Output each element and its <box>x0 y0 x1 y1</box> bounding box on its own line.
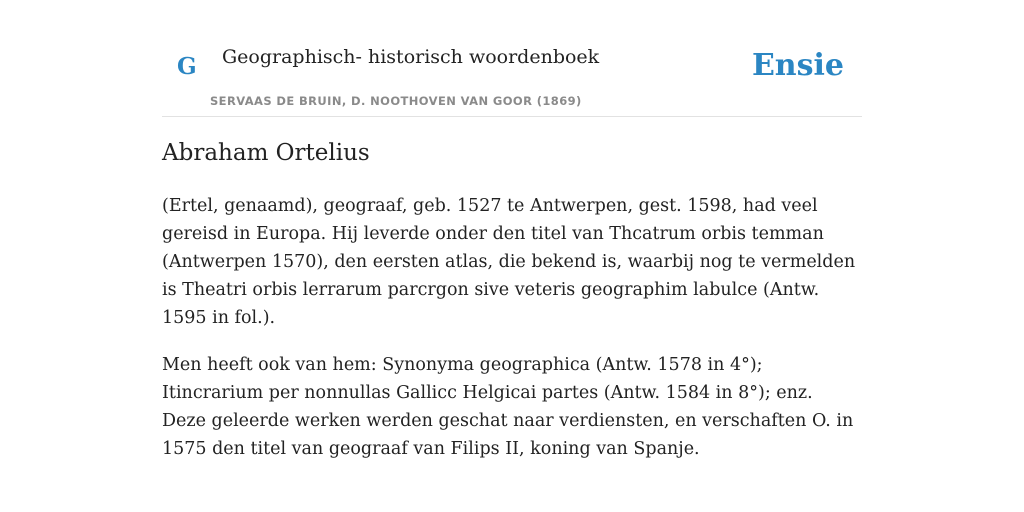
entry-body <box>162 192 862 482</box>
page-header <box>162 0 862 117</box>
entry-title: Abraham Ortelius <box>162 140 370 166</box>
ensie-logo-link[interactable]: Ensie <box>751 48 844 83</box>
book-logo-icon[interactable]: G <box>177 53 197 80</box>
book-title-link[interactable]: Geographisch- historisch woordenboek <box>222 46 600 68</box>
entry-paragraph: (Ertel, genaamd), geograaf, geb. 1527 te Antwerpen, gest. 1598, had veel gereisd in Europa. Hij leverde onder den titel van Thcatrum orbis temman (Antwerpen 1570), den eersten atlas, die bekend is, waarbij nog te vermelden is Theatri orbis lerrarum parcrgon sive veteris geographim labulce (Antw. 1595 in fol.). <box>162 196 856 328</box>
page-container <box>162 0 862 459</box>
entry-paragraph: Men heeft ook van hem: Synonyma geographica (Antw. 1578 in 4°); Itincrarium per nonnullas Gallicc Helgicai partes (Antw. 1584 in 8°); enz. Deze geleerde werken werden geschat naar verdiensten, en verschaften O. in 1575 den titel van geograaf van Filips II, koning van Spanje. <box>162 355 854 459</box>
book-authors: SERVAAS DE BRUIN, D. NOOTHOVEN VAN GOOR (1869) <box>210 94 582 108</box>
